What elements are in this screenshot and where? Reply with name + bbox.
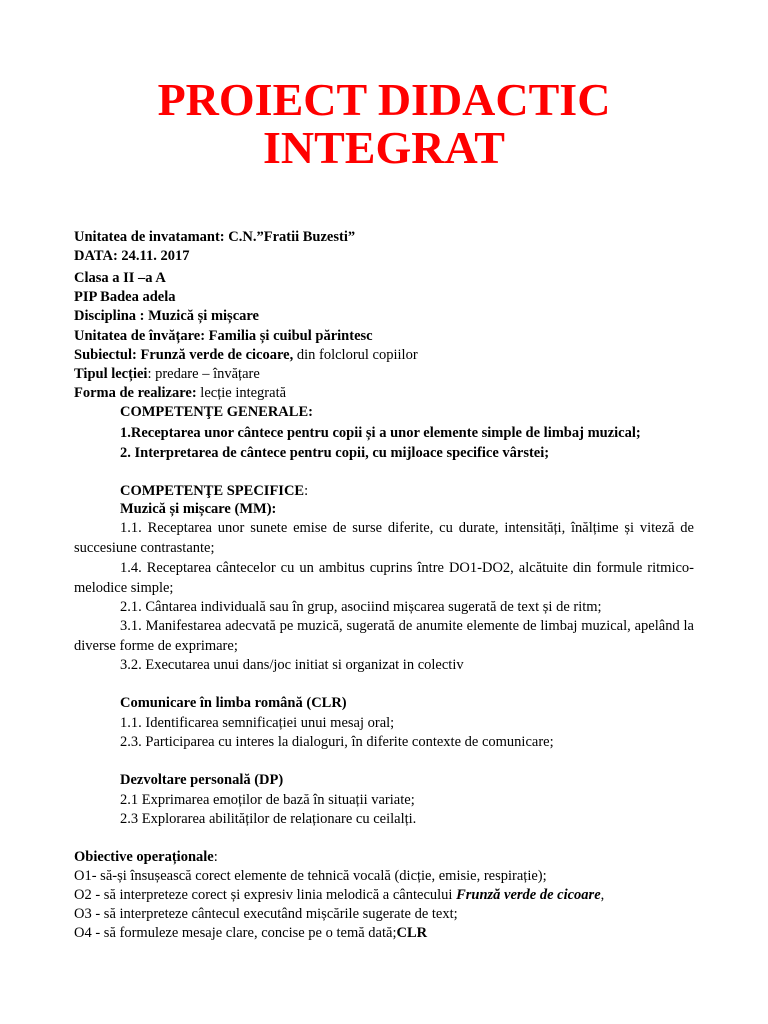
learning-unit-line: Unitatea de învățare: Familia și cuibul părintesc: [74, 328, 373, 344]
general-competence-item: 1.Receptarea unor cântece pentru copii și a unor elemente simple de limbaj muzical;: [120, 425, 641, 441]
dp-item-2-3: 2.3 Explorarea abilităților de relaționare cu ceilalți.: [120, 811, 417, 827]
mm-item-1-4: 1.4. Receptarea cântecelor cu un ambitus cuprins între DO1-DO2, alcătuite din formule ritmico- melodice simple;: [74, 560, 694, 596]
lesson-type-label: Tipul lecției: [74, 366, 148, 382]
title-line-1: PROIECT DIDACTIC: [157, 74, 611, 125]
mm-item-2-1: 2.1. Cântarea individuală sau în grup, asociind mișcarea sugerată de text și de ritm;: [120, 599, 602, 615]
specific-competences-heading: COMPETENŢE SPECIFICE:: [120, 483, 309, 499]
school-value: C.N.”Fratii Buzesti”: [228, 229, 356, 245]
objective-o4: O4 - să formuleze mesaje clare, concise pe o temă dată;CLR: [74, 925, 428, 941]
objective-o2: O2 - să interpreteze corect și expresiv linia melodică a cântecului Frunză verde de cicoare,: [74, 887, 605, 903]
title-line-2: INTEGRAT: [263, 122, 505, 173]
form-value: lecție integrată: [196, 385, 287, 401]
clr-item-1-1: 1.1. Identificarea semnificației unui mesaj oral;: [120, 715, 395, 731]
date-value: : 24.11. 2017: [112, 248, 190, 264]
dp-heading: Dezvoltare personală (DP): [120, 772, 284, 788]
form-label: Forma de realizare:: [74, 385, 197, 401]
objective-o3: O3 - să interpreteze cântecul executând mișcările sugerate de text;: [74, 906, 458, 922]
objectives-heading: Obiective operaționale:: [74, 849, 218, 865]
subject-title: Frunză verde de cicoare,: [136, 347, 294, 363]
song-title: Frunză verde de cicoare: [456, 887, 601, 903]
mm-item-3-1: 3.1. Manifestarea adecvată pe muzică, sugerată de anumite elemente de limbaj muzical, apelând la diverse forme de exprimare;: [74, 618, 694, 654]
mm-heading: Muzică și mișcare (MM):: [120, 501, 277, 517]
dp-item-2-1: 2.1 Exprimarea emoților de bază în situații variate;: [120, 792, 415, 808]
discipline-line: Disciplina : Muzică și mișcare: [74, 308, 259, 324]
clr-heading: Comunicare în limba română (CLR): [120, 695, 347, 711]
general-competences-heading: COMPETENŢE GENERALE:: [120, 404, 313, 420]
mm-item-3-2: 3.2. Executarea unui dans/joc initiat si organizat in colectiv: [120, 657, 464, 673]
general-competence-item: 2. Interpretarea de cântece pentru copii, cu mijloace specifice vârstei;: [120, 445, 550, 461]
form-line: [74, 384, 286, 402]
subject-line: [74, 346, 418, 364]
lesson-type-line: [74, 365, 260, 383]
date-line: [74, 247, 189, 265]
lesson-type-value: : predare – învățare: [147, 366, 260, 382]
date-label: DATA: [74, 248, 113, 264]
subject-rest: din folclorul copiilor: [293, 347, 418, 363]
subject-label: Subiectul:: [74, 347, 137, 363]
school-label: Unitatea de invatamant:: [74, 229, 225, 245]
teacher-line: PIP Badea adela: [74, 289, 176, 305]
clr-item-2-3: 2.3. Participarea cu interes la dialoguri, în diferite contexte de comunicare;: [120, 734, 554, 750]
school-line: [74, 228, 355, 246]
objective-o1: O1- să-și însușească corect elemente de tehnică vocală (dicție, emisie, respirație);: [74, 868, 547, 884]
mm-item-1-1: 1.1. Receptarea unor sunete emise de surse diferite, cu durate, intensități, înălțime și viteză de succesiune contrastante;: [74, 520, 694, 556]
class-line: Clasa a II –a A: [74, 270, 166, 286]
